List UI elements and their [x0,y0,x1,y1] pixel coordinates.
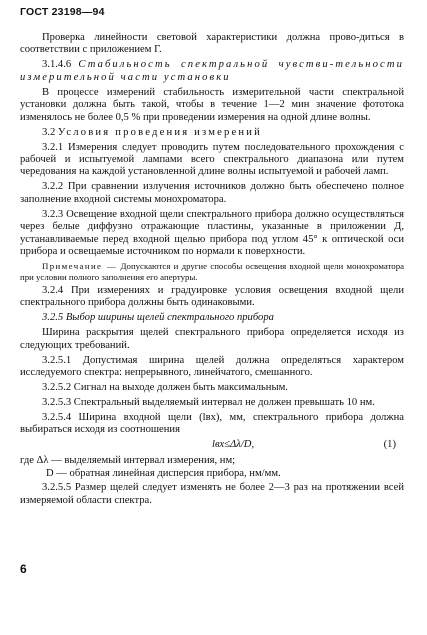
note-label: Примечание — [42,261,118,272]
paragraph-linearity-check: Проверка линейности световой характеристики должна прово-диться в соответствии с приложением Г. [20,32,404,56]
paragraph-3-2-5-1: 3.2.5.1 Допустимая ширина щелей должна определяться характером исследуемого спектра: непрерывного, линейчатого, смешанного. [20,354,404,379]
paragraph-3-2-5-2: 3.2.5.2 Сигнал на выходе должен быть максимальным. [42,382,288,394]
formula-row [20,439,404,454]
paragraph-3-2-5-4: 3.2.5.4 Ширина входной щели (lвх), мм, спектрального прибора должна выбираться исходя из соотношения [20,412,404,436]
note-text: Допускаются и другие способы освещения входной щели монохроматора при условии полного заполнения его апертуры. [20,261,404,282]
definition-d: D — обратная линейная дисперсия прибора, нм/мм. [46,467,281,479]
section-number: 3.2 [42,126,56,138]
paragraph-slit-intro: Ширина раскрытия щелей спектрального прибора определяется исходя из следующих требований. [20,327,404,351]
section-title: Условия проведения измерений [57,126,263,138]
paragraph-3-2-3: 3.2.3 Освещение входной щели спектрального прибора должно осуществляться через белые диффузно отражающие пластины, указанные в приложении Д, устанавливаемые перед входной щелью прибора под углом 45° к оптической оси прибора и освещаемые источником по нормали к поверхности. [20,208,404,258]
paragraph-3-2-5-5: 3.2.5.5 Размер щелей следует изменять не более 2—3 раз на протяжении всей измеряемой области спектра. [20,482,404,506]
formula-number: (1) [383,439,396,451]
subsection-heading-slit-width: 3.2.5 Выбор ширины щелей спектрального прибора [42,312,274,324]
paragraph-3-2-5-3: 3.2.5.3 Спектральный выделяемый интервал не должен превышать 10 нм. [42,397,375,409]
body-text [20,32,404,510]
standard-code-header: ГОСТ 23198—94 [20,6,105,18]
section-number: 3.1.4.6 [42,59,72,71]
paragraph-3-2-4: 3.2.4 При измерениях и градуировке условия освещения входной щели спектрального прибора должны быть одинаковыми. [20,284,404,309]
section-title: Стабильность спектральной чувстви-тельности измерительной части установки [20,59,404,83]
formula-definitions [20,455,404,480]
paragraph-stability: В процессе измерений стабильность измерительной части спектральной установки должна быть такой, чтобы в течение 1—2 мин значение фототока изменялось не более 0,5 % при проведении измерения на одной длине волны. [20,86,404,123]
section-heading-conditions [20,127,404,139]
page-number: 6 [20,562,27,576]
section-heading-stability [20,59,404,84]
definition-delta-lambda: где Δλ — выделяемый интервал измерения, нм; [20,455,236,467]
paragraph-3-2-2: 3.2.2 При сравнении излучения источников должно быть обеспечено полное заполнение входной системы монохроматора. [20,181,404,205]
paragraph-3-2-1: 3.2.1 Измерения следует проводить путем последовательного прохождения с рабочей и испытуемой лампами всего спектрального диапазона или путем чередования на каждой установленной длине волны испытуемой и рабочей ламп. [20,141,404,178]
formula: lвх≤Δλ/D, [212,439,255,451]
note [20,261,404,282]
